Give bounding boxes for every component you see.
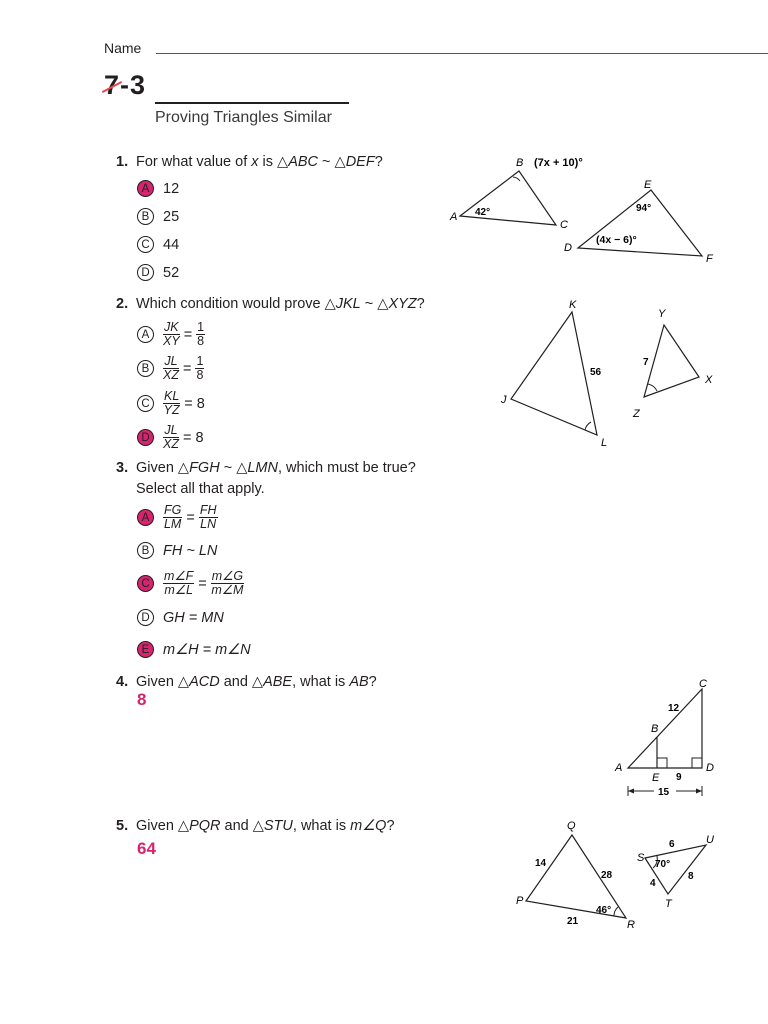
q1-figure — [440, 150, 740, 270]
bubble-b[interactable]: B — [137, 542, 154, 559]
label-x: X — [705, 374, 713, 386]
q5-answer: 64 — [137, 839, 156, 858]
side-pr: 21 — [567, 916, 579, 927]
bubble-c[interactable]: C — [137, 395, 154, 412]
q1-option-b[interactable]: B 25 — [137, 208, 179, 225]
question-5: 5. Given △PQR and △STU, what is m∠Q? — [116, 818, 395, 834]
lesson-number: 7 -3 — [104, 70, 146, 101]
q2-option-d[interactable]: D $\frac{JL}{XZ}$ = 8 — [137, 424, 208, 451]
label-s: S — [637, 852, 645, 864]
label-u: U — [706, 834, 714, 846]
side-ut: 8 — [688, 871, 694, 882]
label-b: B — [516, 157, 524, 169]
label-b: B — [651, 723, 659, 735]
side-qr: 28 — [601, 870, 613, 881]
q5-figure — [510, 815, 730, 940]
label-z: Z — [633, 408, 640, 420]
label-a: A — [450, 211, 458, 223]
bubble-a[interactable]: A — [137, 326, 154, 343]
name-line — [156, 53, 768, 54]
side-su: 6 — [669, 839, 675, 850]
side-pq: 14 — [535, 858, 547, 869]
bubble-b[interactable]: B — [137, 360, 154, 377]
q1-option-c[interactable]: C 44 — [137, 236, 179, 253]
label-y: Y — [658, 308, 666, 320]
label-d: D — [706, 762, 714, 774]
bubble-d[interactable]: D — [137, 429, 154, 446]
angle-r: 46° — [596, 905, 612, 916]
name-label: Name — [104, 40, 142, 56]
question-3: 3. Given △FGH ~ △LMN, which must be true? — [116, 460, 416, 476]
bubble-c[interactable]: C — [137, 236, 154, 253]
label-e: E — [652, 772, 660, 784]
question-4: 4. Given △ACD and △ABE, what is AB? — [116, 674, 377, 690]
question-3-line2: Select all that apply. — [136, 481, 265, 497]
question-2: 2. Which condition would prove △JKL ~ △XYZ? — [116, 296, 425, 312]
label-e: E — [644, 179, 652, 191]
side-yz: 7 — [643, 357, 649, 368]
label-p: P — [516, 895, 524, 907]
label-c: C — [699, 678, 707, 690]
q2-option-b[interactable]: B $\frac{JL}{XZ}$ = $\frac{1}{8}$ — [137, 355, 204, 382]
q3-option-b[interactable]: B FH ~ LN — [137, 542, 217, 559]
angle-e: 94° — [636, 203, 652, 214]
angle-b: (7x + 10)° — [534, 157, 583, 169]
label-r: R — [627, 919, 635, 931]
label-q: Q — [567, 820, 576, 832]
q3-option-e[interactable]: E m∠H = m∠N — [137, 641, 251, 658]
side-bc: 12 — [668, 703, 680, 714]
label-d: D — [564, 242, 572, 254]
label-j: J — [501, 394, 507, 406]
bubble-a[interactable]: A — [137, 509, 154, 526]
label-l: L — [601, 437, 608, 449]
angle-s: 70° — [655, 859, 671, 870]
bubble-a[interactable]: A — [137, 180, 154, 197]
q4-figure — [610, 672, 730, 802]
label-c: C — [560, 219, 568, 231]
lesson-title: Proving Triangles Similar — [155, 109, 332, 126]
label-k: K — [569, 299, 577, 311]
q1-option-d[interactable]: D 52 — [137, 264, 179, 281]
bubble-c[interactable]: C — [137, 575, 154, 592]
side-st: 4 — [650, 878, 656, 889]
q2-option-c[interactable]: C $\frac{KL}{YZ}$ = 8 — [137, 390, 209, 417]
angle-a: 42° — [475, 207, 491, 218]
q1-option-a[interactable]: A 12 — [137, 180, 179, 197]
label-t: T — [665, 898, 672, 910]
question-1: 1. For what value of x is △ABC ~ △DEF? — [116, 154, 383, 170]
bubble-e[interactable]: E — [137, 641, 154, 658]
lesson-rule — [155, 102, 349, 104]
q4-answer: 8 — [137, 690, 147, 709]
side-kl: 56 — [590, 367, 602, 378]
q2-option-a[interactable]: A $\frac{JK}{XY}$ = $\frac{1}{8}$ — [137, 321, 205, 348]
bubble-d[interactable]: D — [137, 609, 154, 626]
q3-option-a[interactable]: A $\frac{FG}{LM}$ = $\frac{FH}{LN}$ — [137, 504, 218, 531]
side-ed: 9 — [676, 772, 682, 783]
bubble-b[interactable]: B — [137, 208, 154, 225]
q3-option-d[interactable]: D GH = MN — [137, 609, 224, 626]
struck-digit: 7 — [104, 70, 120, 100]
label-f: F — [706, 253, 713, 265]
angle-d: (4x − 6)° — [596, 234, 637, 246]
label-a: A — [615, 762, 623, 774]
q3-option-c[interactable]: C $\frac{m\angle F}{m\angle L}$ = $\frac{m\angle G}{m\angle M}$ — [137, 570, 244, 597]
side-ad: 15 — [658, 787, 670, 798]
bubble-d[interactable]: D — [137, 264, 154, 281]
q2-figure — [495, 295, 725, 455]
